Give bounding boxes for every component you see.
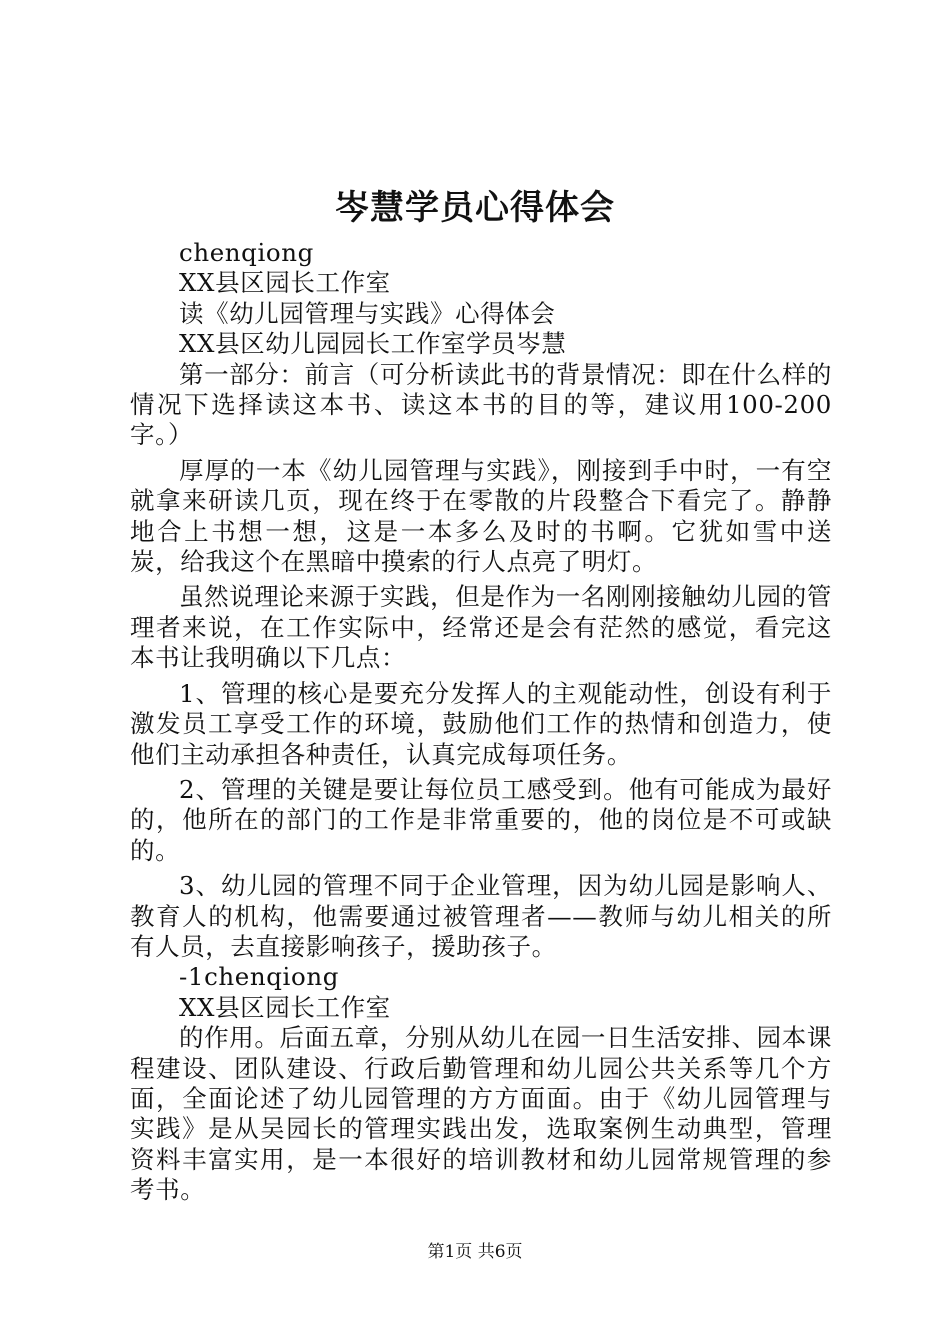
paragraph-intro: 厚厚的一本《幼儿园管理与实践》，刚接到手中时，一有空就拿来研读几页，现在终于在零散的片段整合下看完了。静静地合上书想一想，这是一本多么及时的书啊。它犹如雪中送炭，给我这个在黑暗中摸索的行人点亮了明灯。 bbox=[130, 455, 832, 577]
paragraph-point-2: 2、管理的关键是要让每位员工感受到。他有可能成为最好的，他所在的部门的工作是非常重要的，他的岗位是不可或缺的。 bbox=[130, 774, 832, 865]
paragraph-preface: 第一部分：前言（可分析读此书的背景情况：即在什么样的情况下选择读这本书、读这本书的目的等，建议用100-200字。） bbox=[130, 359, 832, 450]
inline-footer-studio: XX县区园长工作室 bbox=[179, 992, 391, 1022]
header-line-book-title: 读《幼儿园管理与实践》心得体会 bbox=[179, 298, 556, 328]
page-number-footer: 第1页 共6页 bbox=[427, 1242, 523, 1262]
paragraph-closing: 的作用。后面五章，分别从幼儿在园一日生活安排、园本课程建设、团队建设、行政后勤管理和幼儿园公共关系等几个方面，全面论述了幼儿园管理的方方面面。由于《幼儿园管理与实践》是从吴园长的管理实践出发，选取案例生动典型，管理资料丰富实用，是一本很好的培训教材和幼儿园常规管理的参考书。 bbox=[130, 1023, 832, 1205]
header-line-author: chenqiong bbox=[179, 238, 314, 267]
paragraph-point-3: 3、幼儿园的管理不同于企业管理，因为幼儿园是影响人、教育人的机构，他需要通过被管理者——教师与幼儿相关的所有人员，去直接影响孩子，援助孩子。 bbox=[130, 871, 832, 961]
header-line-student: XX县区幼儿园园长工作室学员岑慧 bbox=[179, 329, 567, 359]
document-title: 岑慧学员心得体会 bbox=[335, 188, 615, 228]
header-line-studio: XX县区园长工作室 bbox=[179, 268, 391, 298]
paragraph-theory: 虽然说理论来源于实践，但是作为一名刚刚接触幼儿园的管理者来说，在工作实际中，经常还是会有茫然的感觉，看完这本书让我明确以下几点： bbox=[130, 582, 832, 673]
document-body bbox=[130, 238, 832, 1206]
paragraph-point-1: 1、管理的核心是要充分发挥人的主观能动性，创设有利于激发员工享受工作的环境，鼓励他们工作的热情和创造力，使他们主动承担各种责任，认真完成每项任务。 bbox=[130, 678, 832, 769]
inline-footer-author: -1chenqiong bbox=[179, 962, 339, 992]
